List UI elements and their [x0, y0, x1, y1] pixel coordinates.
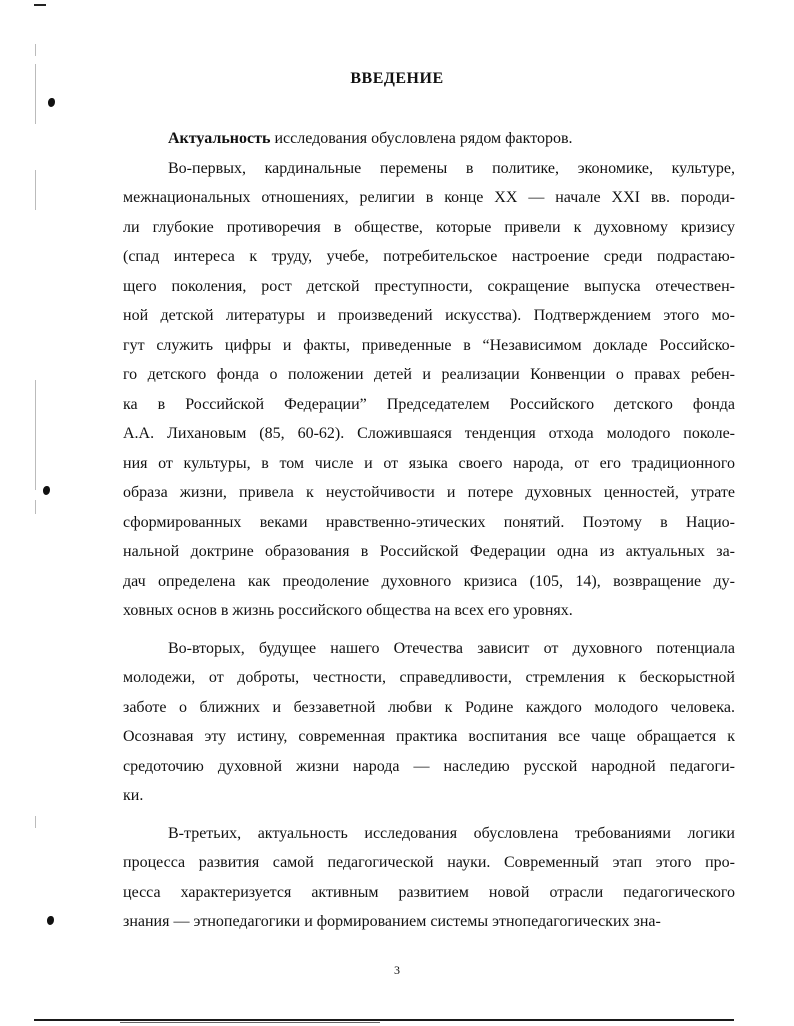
emphasis: Актуальность — [168, 130, 271, 147]
paragraph-gap — [123, 811, 735, 819]
text-line: средоточию духовной жизни народа — наследию русской народной педагоги- — [123, 757, 735, 775]
text-line: ки. — [123, 787, 144, 804]
text-line: молодежи, от доброты, честности, справедливости, стремления к бескорыстной — [123, 669, 735, 686]
text-line: ка в Российской Федерации” Председателем Российского детского фонда — [123, 395, 735, 413]
text-line: Во-первых, кардинальные перемены в политике, экономике, культуре, — [168, 159, 735, 177]
scan-tick — [35, 816, 36, 828]
punch-hole-mark — [47, 916, 54, 925]
text-line: образа жизни, привела к неустойчивости и потере духовных ценностей, утрате — [123, 484, 735, 501]
paragraph-gap — [123, 626, 735, 634]
text-line: межнациональных отношениях, религии в конце XX — начале XXI вв. породи- — [123, 189, 735, 206]
scan-edge-line — [34, 1019, 734, 1021]
scan-edge-line — [120, 1022, 380, 1023]
scan-tick — [35, 380, 36, 490]
text-line: щего поколения, рост детской преступности, сокращение выпуска отечествен- — [123, 277, 735, 295]
punch-hole-mark — [43, 486, 50, 495]
paragraph — [123, 634, 735, 811]
text-line: заботе о ближних и беззаветной любви к Родине каждого молодого человека. — [123, 698, 735, 716]
scan-mark-top — [34, 4, 46, 6]
scan-tick — [35, 44, 36, 56]
text-line: ховных основ в жизнь российского общества на всех его уровнях. — [123, 602, 573, 619]
scan-tick — [35, 170, 36, 210]
text-line: цесса характеризуется активным развитием новой отрасли педагогического — [123, 883, 735, 901]
scan-tick — [35, 500, 36, 514]
text-line: ли глубокие противоречия в обществе, которые привели к духовному кризису — [123, 218, 735, 236]
text-line: гут служить цифры и факты, приведенные в “Независимом докладе Российско- — [123, 336, 735, 354]
text-line: знания — этнопедагогики и формированием системы этнопедагогических зна- — [123, 913, 661, 930]
text-line: процесса развития самой педагогической науки. Современный этап этого про- — [123, 854, 735, 871]
text-run: исследования обусловлена рядом факторов. — [270, 130, 573, 147]
paragraph — [123, 819, 735, 937]
text-line: ния от культуры, в том числе и от языка своего народа, от его традиционного — [123, 454, 735, 472]
text-line: В-третьих, актуальность исследования обусловлена требованиями логики — [168, 824, 735, 842]
text-line: дач определена как преодоление духовного кризиса (105, 14), возвращение ду- — [123, 572, 735, 590]
body-text — [123, 124, 735, 937]
text-line: А.А. Лихановым (85, 60-62). Сложившаяся тенденция отхода молодого поколе- — [123, 425, 735, 442]
text-line: нальной доктрине образования в Российской Федерации одна из актуальных за- — [123, 543, 735, 560]
text-line: ной детской литературы и произведений искусства). Подтверждением этого мо- — [123, 307, 735, 324]
paragraph — [123, 124, 735, 154]
text-line: Осознавая эту истину, современная практика воспитания все чаще обращается к — [123, 728, 735, 745]
text-line: (спад интереса к труду, учебе, потребительское настроение среди подрастаю- — [123, 248, 735, 265]
text-line: го детского фонда о положении детей и реализации Конвенции о правах ребен- — [123, 366, 735, 383]
page-title: ВВЕДЕНИЕ — [350, 70, 444, 87]
paragraph — [123, 154, 735, 626]
text-line: сформированных веками нравственно-этических понятий. Поэтому в Нацио- — [123, 513, 735, 531]
page-number: 3 — [394, 963, 400, 977]
punch-hole-mark — [48, 98, 55, 107]
text-line: Во-вторых, будущее нашего Отечества зависит от духовного потенциала — [168, 639, 735, 657]
text-line — [123, 124, 735, 154]
